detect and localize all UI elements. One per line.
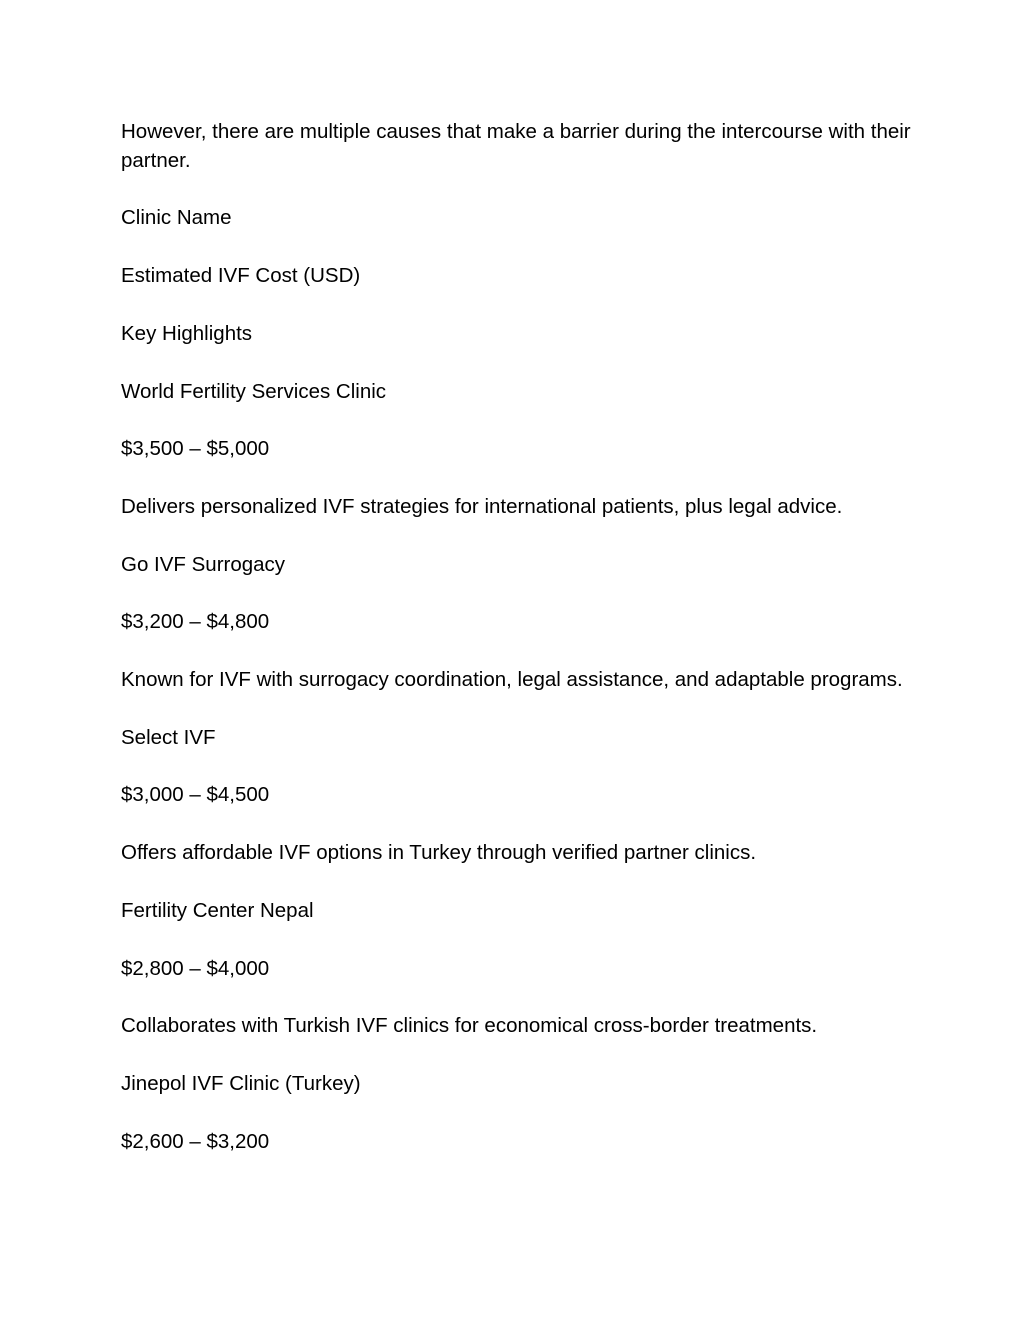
header-clinic-name: Clinic Name [121, 206, 232, 230]
clinic-cost: $3,200 – $4,800 [121, 610, 270, 634]
clinic-highlight: Offers affordable IVF options in Turkey through verified partner clinics. [121, 841, 757, 865]
clinic-name: World Fertility Services Clinic [121, 379, 387, 403]
clinic-name: Go IVF Surrogacy [121, 552, 286, 576]
document-body [121, 118, 911, 1185]
clinic-name: Jinepol IVF Clinic (Turkey) [121, 1071, 361, 1095]
header-estimated-cost: Estimated IVF Cost (USD) [121, 264, 361, 288]
clinic-name: Select IVF [121, 725, 216, 749]
clinic-cost: $3,500 – $5,000 [121, 437, 270, 461]
clinic-cost: $2,800 – $4,000 [121, 956, 270, 980]
clinic-highlight: Collaborates with Turkish IVF clinics for economical cross-border treatments. [121, 1014, 818, 1038]
clinic-cost: $2,600 – $3,200 [121, 1129, 270, 1153]
clinic-highlight: Known for IVF with surrogacy coordination, legal assistance, and adaptable programs. [121, 668, 903, 692]
clinic-highlight: Delivers personalized IVF strategies for international patients, plus legal advice. [121, 494, 843, 518]
clinic-cost: $3,000 – $4,500 [121, 783, 270, 807]
intro-paragraph: However, there are multiple causes that make a barrier during the intercourse with their partner. [121, 120, 911, 172]
header-key-highlights: Key Highlights [121, 321, 253, 345]
clinic-name: Fertility Center Nepal [121, 898, 314, 922]
